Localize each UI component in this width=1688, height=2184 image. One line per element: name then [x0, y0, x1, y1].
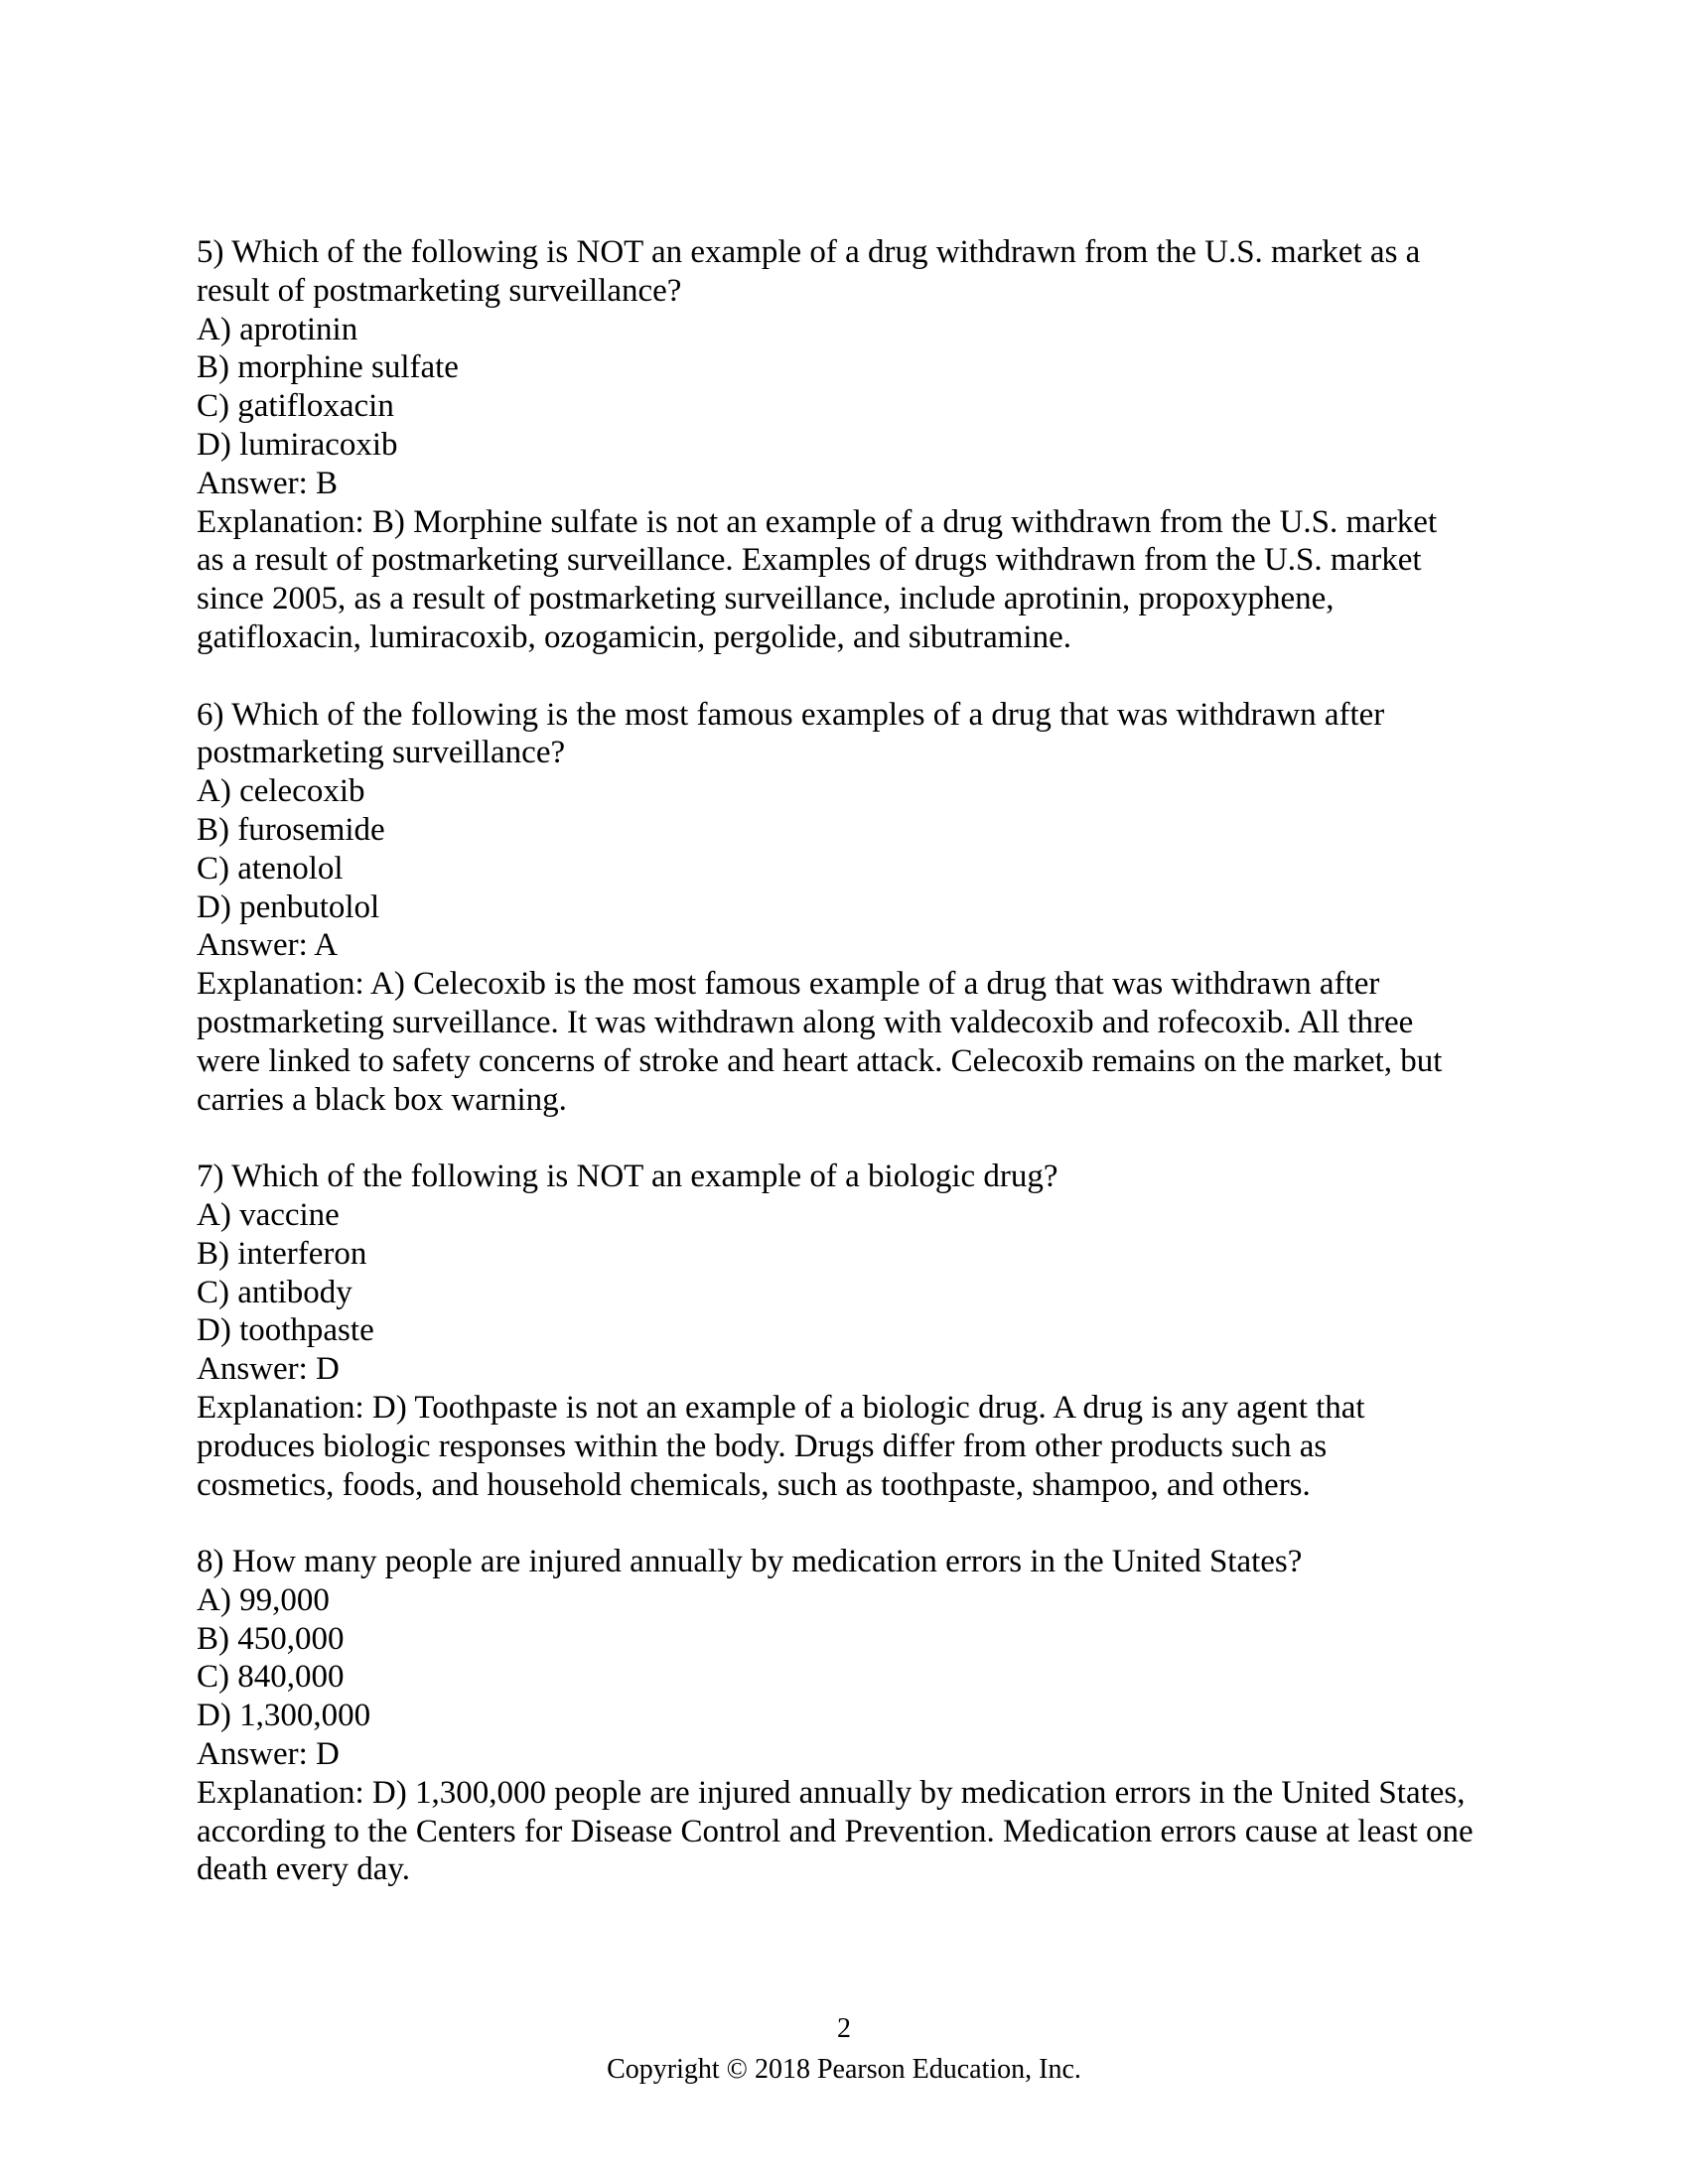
question-line: C) gatifloxacin	[197, 388, 394, 425]
question-line: C) antibody	[197, 1274, 352, 1310]
question-line: C) atenolol	[197, 850, 344, 887]
question-line: carries a black box warning.	[197, 1081, 567, 1118]
question-line: Explanation: D) 1,300,000 people are injured annually by medication errors in the United States,	[197, 1774, 1466, 1811]
document-body	[197, 233, 1587, 1928]
question-line: Explanation: B) Morphine sulfate is not an example of a drug withdrawn from the U.S. market	[197, 503, 1438, 540]
question-line: A) celecoxib	[197, 773, 365, 810]
question-line: B) morphine sulfate	[197, 349, 459, 386]
question-line: cosmetics, foods, and household chemicals, such as toothpaste, shampoo, and others.	[197, 1466, 1311, 1503]
question-line: 6) Which of the following is the most famous examples of a drug that was withdrawn after	[197, 696, 1385, 733]
question-line: death every day.	[197, 1851, 410, 1888]
copyright-notice: Copyright © 2018 Pearson Education, Inc.	[607, 2054, 1081, 2085]
question-line: Explanation: D) Toothpaste is not an example of a biologic drug. A drug is any agent that	[197, 1389, 1365, 1426]
question-line: 5) Which of the following is NOT an example of a drug withdrawn from the U.S. market as a	[197, 234, 1421, 270]
question-line: D) toothpaste	[197, 1312, 374, 1349]
question-line: D) lumiracoxib	[197, 426, 398, 463]
question-line: B) 450,000	[197, 1620, 345, 1657]
question-line: 8) How many people are injured annually by medication errors in the United States?	[197, 1544, 1303, 1580]
question-block	[197, 696, 1587, 1120]
question-line: B) interferon	[197, 1235, 367, 1272]
question-line: A) vaccine	[197, 1196, 340, 1233]
question-block	[197, 1158, 1587, 1504]
question-line: postmarketing surveillance. It was withdrawn along with valdecoxib and rofecoxib. All three	[197, 1004, 1414, 1040]
question-line: gatifloxacin, lumiracoxib, ozogamicin, pergolide, and sibutramine.	[197, 618, 1071, 655]
question-line: D) penbutolol	[197, 888, 380, 925]
question-line: were linked to safety concerns of stroke and heart attack. Celecoxib remains on the market, but	[197, 1042, 1443, 1079]
question-line: Answer: B	[197, 465, 339, 501]
question-line: A) aprotinin	[197, 311, 358, 347]
question-line: as a result of postmarketing surveillance. Examples of drugs withdrawn from the U.S. market	[197, 542, 1422, 579]
question-line: produces biologic responses within the body. Drugs differ from other products such as	[197, 1428, 1328, 1464]
question-line: according to the Centers for Disease Control and Prevention. Medication errors cause at least one	[197, 1813, 1474, 1849]
question-line: postmarketing surveillance?	[197, 735, 566, 771]
question-line: Answer: D	[197, 1736, 340, 1773]
question-line: 7) Which of the following is NOT an example of a biologic drug?	[197, 1159, 1058, 1195]
question-block	[197, 233, 1587, 657]
question-line: since 2005, as a result of postmarketing surveillance, include aprotinin, propoxyphene,	[197, 581, 1335, 617]
question-line: A) 99,000	[197, 1581, 330, 1618]
question-line: B) furosemide	[197, 811, 385, 848]
question-line: Explanation: A) Celecoxib is the most famous example of a drug that was withdrawn after	[197, 966, 1380, 1003]
question-line: D) 1,300,000	[197, 1698, 371, 1734]
question-block	[197, 1543, 1587, 1889]
page-number: 2	[837, 2013, 851, 2044]
question-line: Answer: D	[197, 1351, 340, 1388]
question-line: result of postmarketing surveillance?	[197, 272, 682, 309]
question-line: Answer: A	[197, 927, 339, 964]
question-line: C) 840,000	[197, 1659, 345, 1696]
